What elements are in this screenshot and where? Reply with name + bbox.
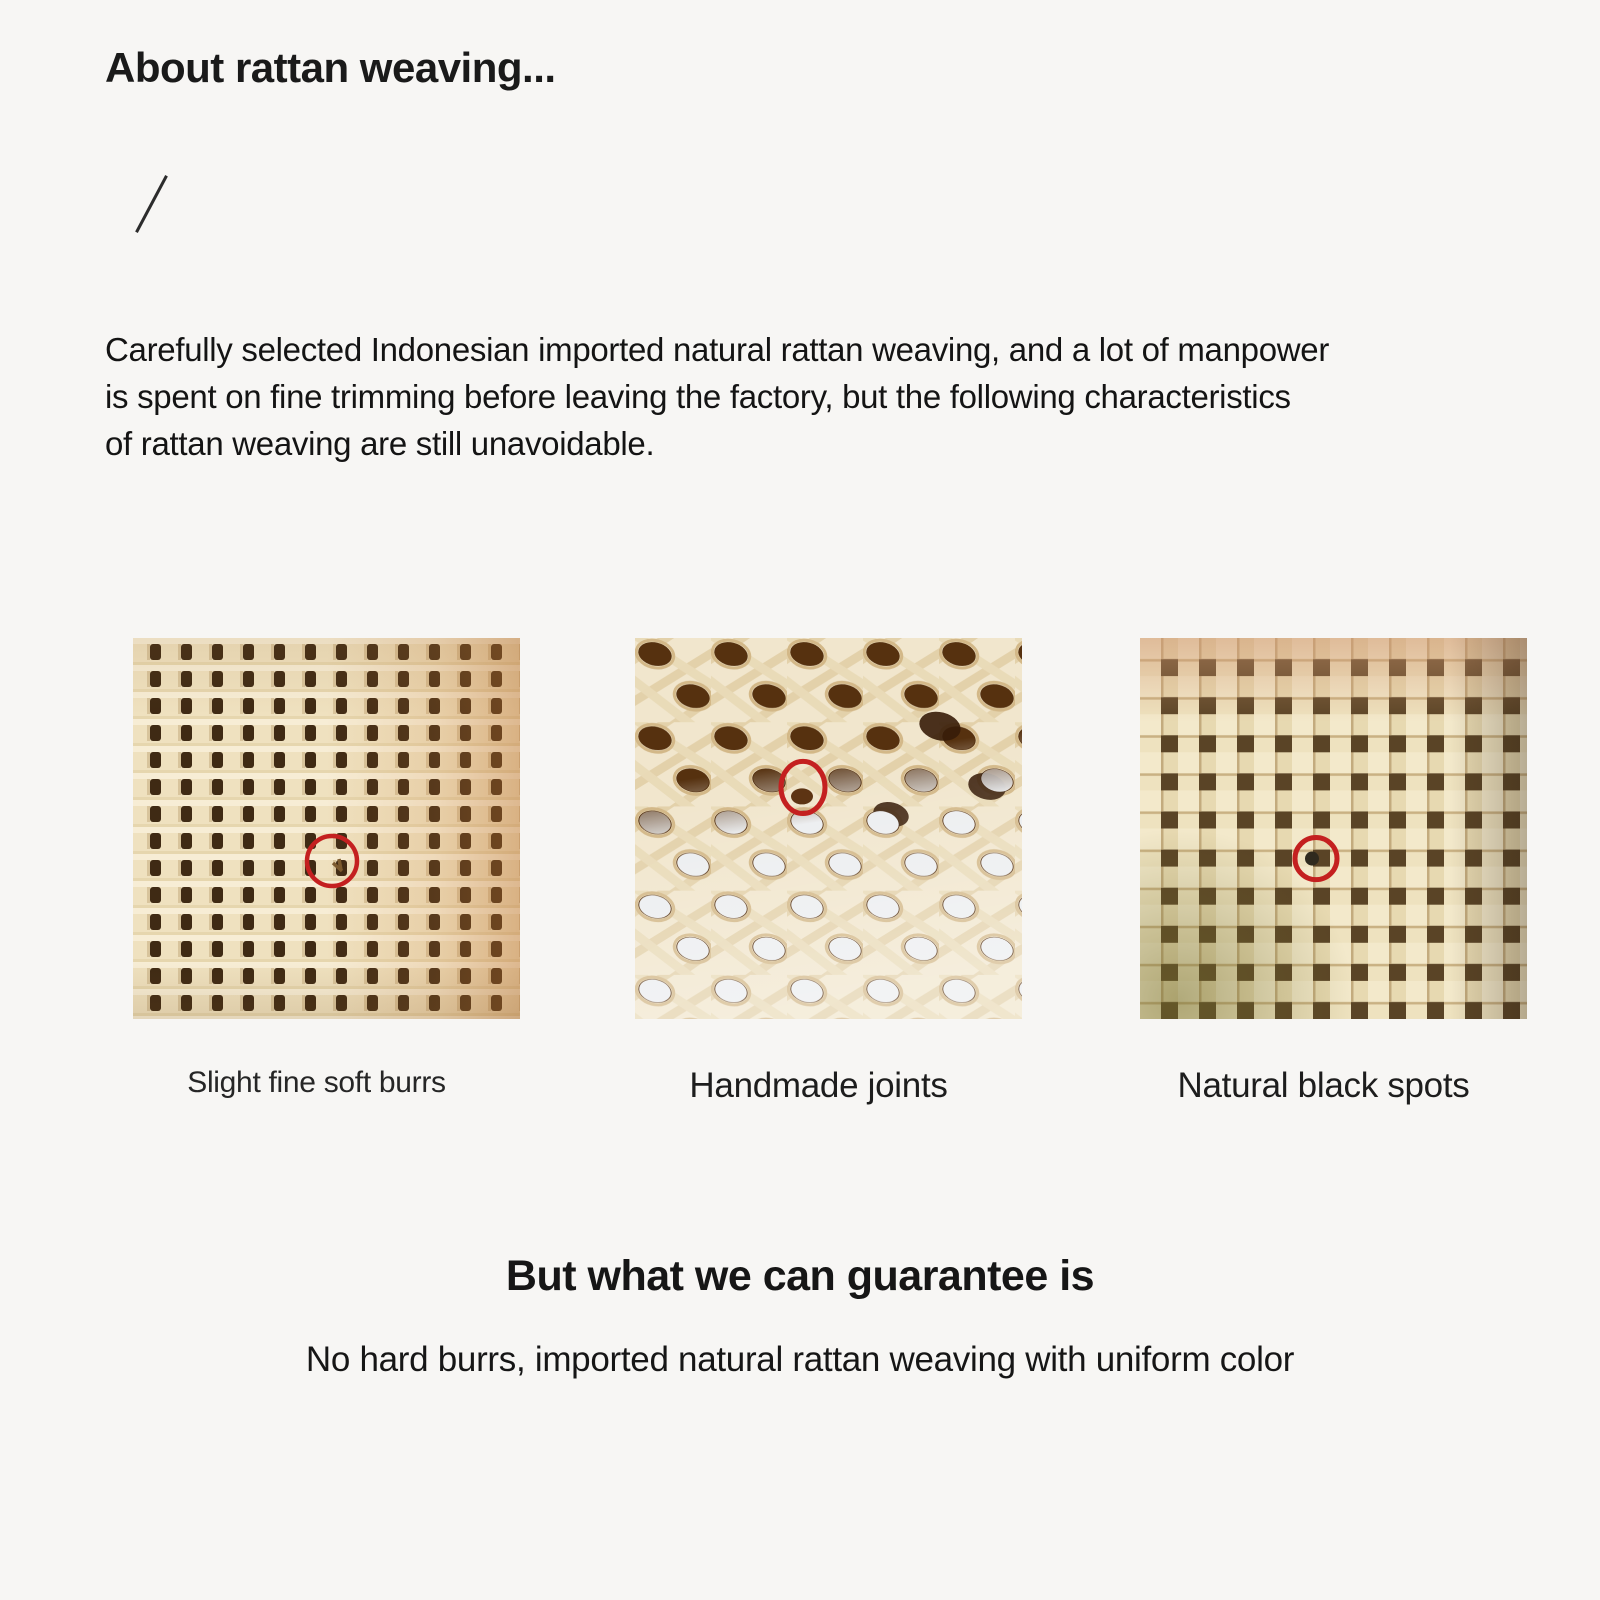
square-lattice-image	[1140, 638, 1527, 1019]
caption-handmade-joints: Handmade joints	[689, 1066, 948, 1105]
guarantee-text: No hard burrs, imported natural rattan weaving with uniform color	[305, 1340, 1295, 1379]
cane-webbing-image	[635, 638, 1022, 1019]
page-title: About rattan weaving...	[105, 44, 556, 92]
photo-slight-fine-soft-burrs	[133, 638, 520, 1019]
intro-line-3: of rattan weaving are still unavoidable.	[105, 425, 655, 462]
caption-slight-fine-soft-burrs: Slight fine soft burrs	[187, 1066, 446, 1099]
caption-natural-black-spots: Natural black spots	[1177, 1066, 1470, 1105]
photo-natural-black-spots	[1140, 638, 1527, 1019]
photo-handmade-joints	[635, 638, 1022, 1019]
guarantee-heading: But what we can guarantee is	[505, 1252, 1095, 1300]
dense-weave-image	[133, 638, 520, 1019]
intro-line-2: is spent on fine trimming before leaving the factory, but the following characteristics	[105, 378, 1291, 415]
intro-line-1: Carefully selected Indonesian imported natural rattan weaving, and a lot of manpower	[105, 331, 1330, 368]
